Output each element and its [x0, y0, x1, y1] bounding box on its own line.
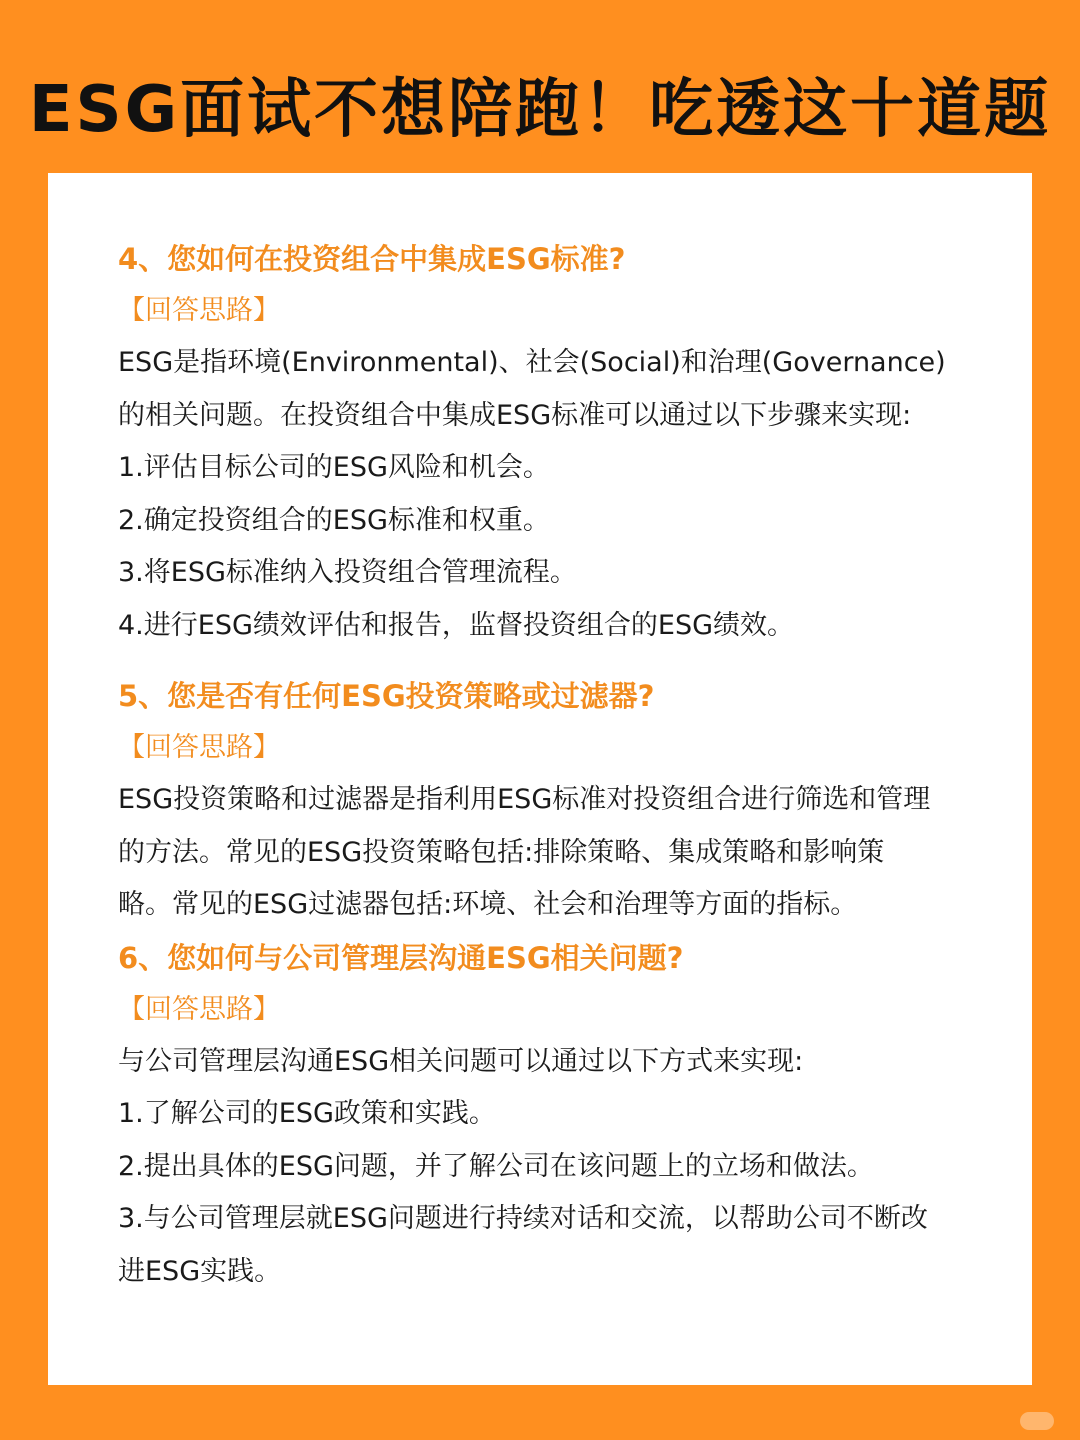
- answer-line: 3.将ESG标准纳入投资组合管理流程。: [118, 557, 577, 588]
- answer-line: ESG是指环境(Environmental)、社会(Social)和治理(Governance): [118, 347, 946, 378]
- page-title: ESG面试不想陪跑！吃透这十道题: [28, 73, 1052, 147]
- question-title: 6、您如何与公司管理层沟通ESG相关问题?: [118, 940, 684, 975]
- watermark-badge: [1020, 1412, 1054, 1430]
- answer-line: 4.进行ESG绩效评估和报告，监督投资组合的ESG绩效。: [118, 609, 795, 641]
- answer-line: 1.评估目标公司的ESG风险和机会。: [118, 452, 550, 483]
- answer-line: 进ESG实践。: [118, 1255, 282, 1287]
- answer-line: ESG投资策略和过滤器是指利用ESG标准对投资组合进行筛选和管理: [118, 784, 931, 815]
- question-title: 4、您如何在投资组合中集成ESG标准?: [118, 242, 626, 276]
- answer-label: 【回答思路】: [118, 993, 280, 1025]
- question-title: 5、您是否有任何ESG投资策略或过滤器?: [118, 679, 655, 713]
- answer-line: 2.提出具体的ESG问题，并了解公司在该问题上的立场和做法。: [118, 1150, 874, 1182]
- answer-line: 3.与公司管理层就ESG问题进行持续对话和交流，以帮助公司不断改: [118, 1203, 928, 1234]
- answer-label: 【回答思路】: [118, 295, 280, 326]
- answer-line: 与公司管理层沟通ESG相关问题可以通过以下方式来实现:: [118, 1045, 804, 1077]
- answer-line: 1.了解公司的ESG政策和实践。: [118, 1098, 496, 1129]
- answer-line: 的方法。常见的ESG投资策略包括:排除策略、集成策略和影响策: [118, 836, 885, 868]
- answer-line: 的相关问题。在投资组合中集成ESG标准可以通过以下步骤来实现:: [118, 399, 912, 431]
- answer-label: 【回答思路】: [118, 732, 280, 763]
- answer-line: 略。常见的ESG过滤器包括:环境、社会和治理等方面的指标。: [118, 889, 858, 920]
- qa-section-4: [118, 233, 978, 652]
- qa-content: [118, 233, 978, 1298]
- qa-section-5: [118, 670, 978, 932]
- answer-line: 2.确定投资组合的ESG标准和权重。: [118, 504, 550, 536]
- qa-section-6: [118, 932, 978, 1299]
